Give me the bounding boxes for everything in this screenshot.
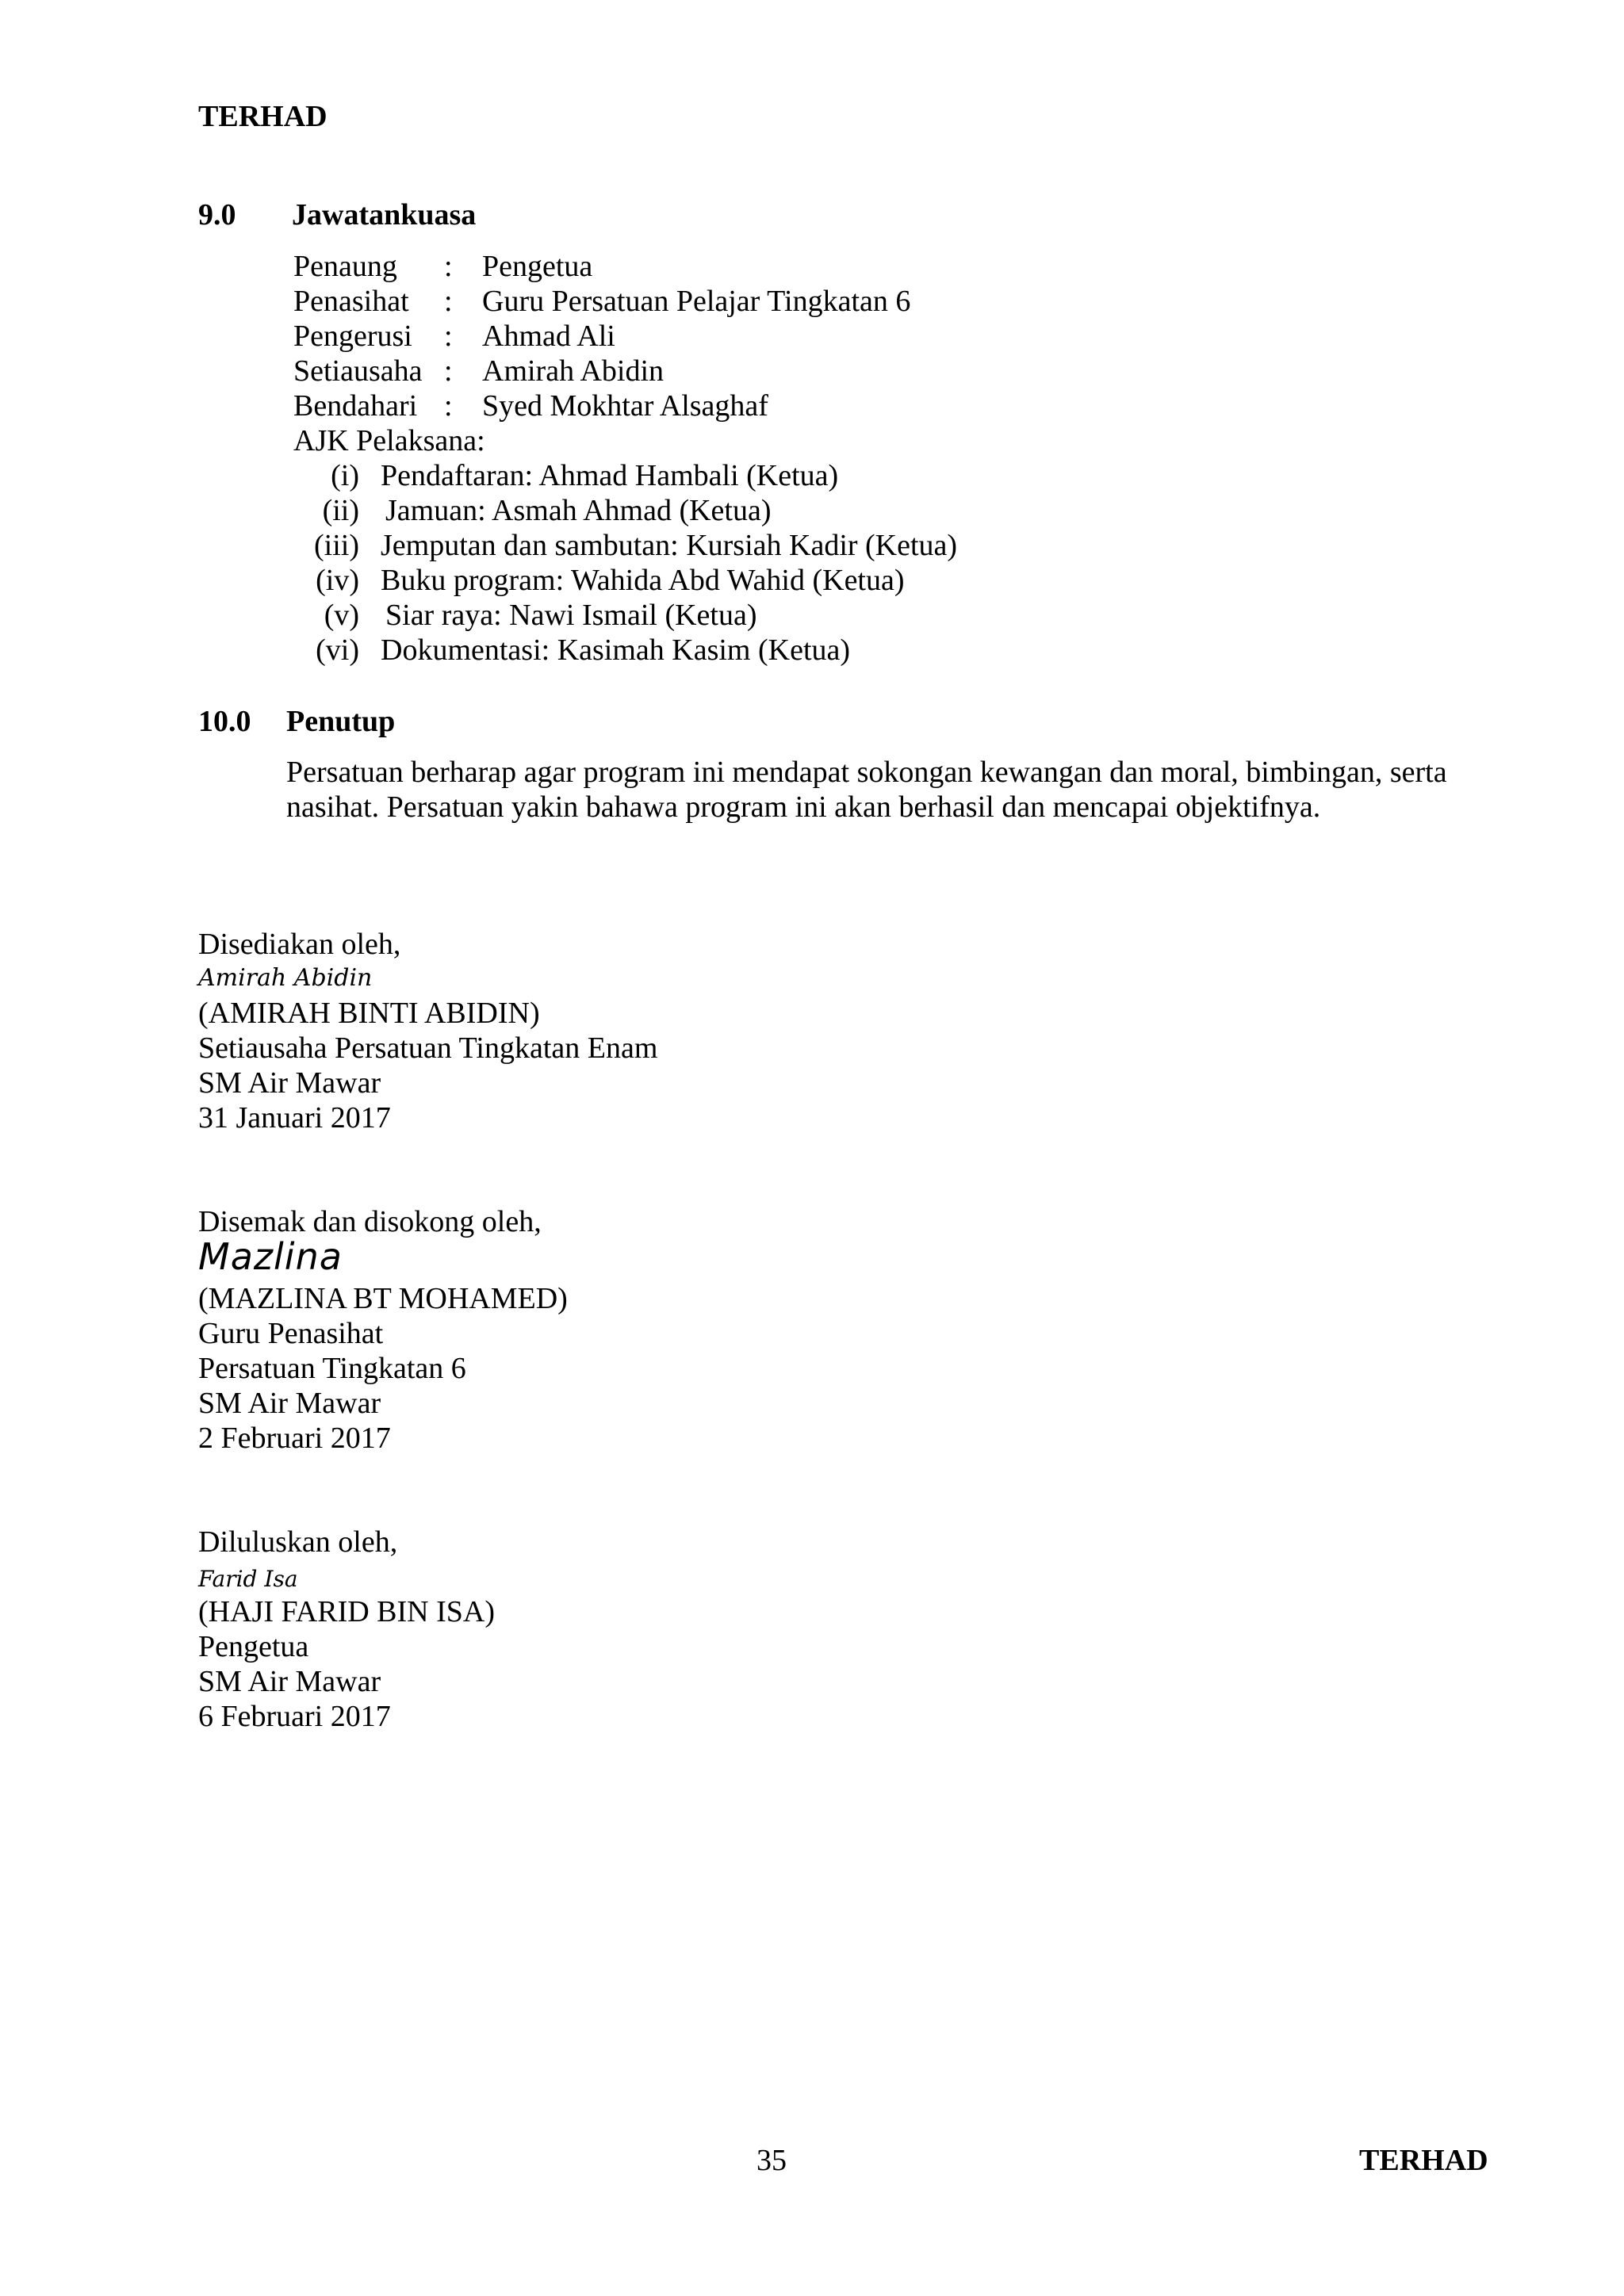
role-label: Penaung <box>293 250 397 283</box>
section-10-title: Penutup <box>286 705 396 738</box>
ajk-item-text: Jemputan dan sambutan: Kursiah Kadir (Ketua) <box>381 529 958 562</box>
header-classification: TERHAD <box>198 100 327 133</box>
signature-intro: Disemak dan disokong oleh, <box>198 1205 542 1238</box>
ajk-item-number: (iv) <box>316 564 359 597</box>
signatory-name: (AMIRAH BINTI ABIDIN) <box>198 997 540 1030</box>
handwritten-signature: Mazlina <box>198 1235 343 1278</box>
role-value: Syed Mokhtar Alsaghaf <box>482 389 768 423</box>
role-label: Bendahari <box>293 389 418 423</box>
ajk-item-text: Dokumentasi: Kasimah Kasim (Ketua) <box>381 633 851 667</box>
signatory-line: SM Air Mawar <box>198 1665 381 1698</box>
signatory-line: SM Air Mawar <box>198 1066 381 1100</box>
signature-intro: Diluluskan oleh, <box>198 1525 398 1559</box>
ajk-item-text: Jamuan: Asmah Ahmad (Ketua) <box>385 494 772 527</box>
role-value: Guru Persatuan Pelajar Tingkatan 6 <box>482 285 911 318</box>
signatory-date: 31 Januari 2017 <box>198 1101 391 1135</box>
signature-intro: Disediakan oleh, <box>198 928 401 961</box>
role-label: Pengerusi <box>293 320 412 353</box>
role-separator: : <box>444 354 453 388</box>
signatory-line: SM Air Mawar <box>198 1387 381 1420</box>
section-10-number: 10.0 <box>198 705 251 738</box>
ajk-item-text: Pendaftaran: Ahmad Hambali (Ketua) <box>381 459 839 492</box>
ajk-label: AJK Pelaksana: <box>293 424 485 457</box>
handwritten-signature: Farid Isa <box>198 1566 298 1592</box>
role-separator: : <box>444 285 453 318</box>
signatory-line: Persatuan Tingkatan 6 <box>198 1352 466 1385</box>
role-value: Pengetua <box>482 250 593 283</box>
section-9-title: Jawatankuasa <box>292 198 477 232</box>
section-9-number: 9.0 <box>198 198 236 232</box>
signatory-date: 2 Februari 2017 <box>198 1422 391 1455</box>
signatory-name: (MAZLINA BT MOHAMED) <box>198 1282 568 1315</box>
signatory-line: Setiausaha Persatuan Tingkatan Enam <box>198 1031 658 1065</box>
signatory-line: Guru Penasihat <box>198 1317 384 1350</box>
ajk-item-number: (iii) <box>314 529 359 562</box>
role-separator: : <box>444 389 453 423</box>
ajk-item-number: (vi) <box>316 633 359 667</box>
role-separator: : <box>444 250 453 283</box>
role-separator: : <box>444 320 453 353</box>
closing-paragraph: Persatuan berharap agar program ini mendapat sokongan kewangan dan moral, bimbingan, serta nasihat. Persatuan yakin bahawa program ini akan berhasil dan mencapai objektifnya. <box>286 756 1447 824</box>
role-value: Ahmad Ali <box>482 320 615 353</box>
handwritten-signature: Amirah Abidin <box>198 964 373 992</box>
ajk-item-number: (ii) <box>322 494 359 527</box>
signatory-date: 6 Februari 2017 <box>198 1700 391 1733</box>
signatory-line: Pengetua <box>198 1630 309 1663</box>
signatory-name: (HAJI FARID BIN ISA) <box>198 1595 496 1628</box>
ajk-item-text: Buku program: Wahida Abd Wahid (Ketua) <box>381 564 905 597</box>
page-number: 35 <box>756 2144 787 2177</box>
role-label: Penasihat <box>293 285 409 318</box>
ajk-item-number: (i) <box>331 459 359 492</box>
ajk-item-text: Siar raya: Nawi Ismail (Ketua) <box>385 599 757 632</box>
role-value: Amirah Abidin <box>482 354 665 388</box>
ajk-item-number: (v) <box>324 599 359 632</box>
footer-classification: TERHAD <box>1359 2144 1488 2177</box>
role-label: Setiausaha <box>293 354 423 388</box>
